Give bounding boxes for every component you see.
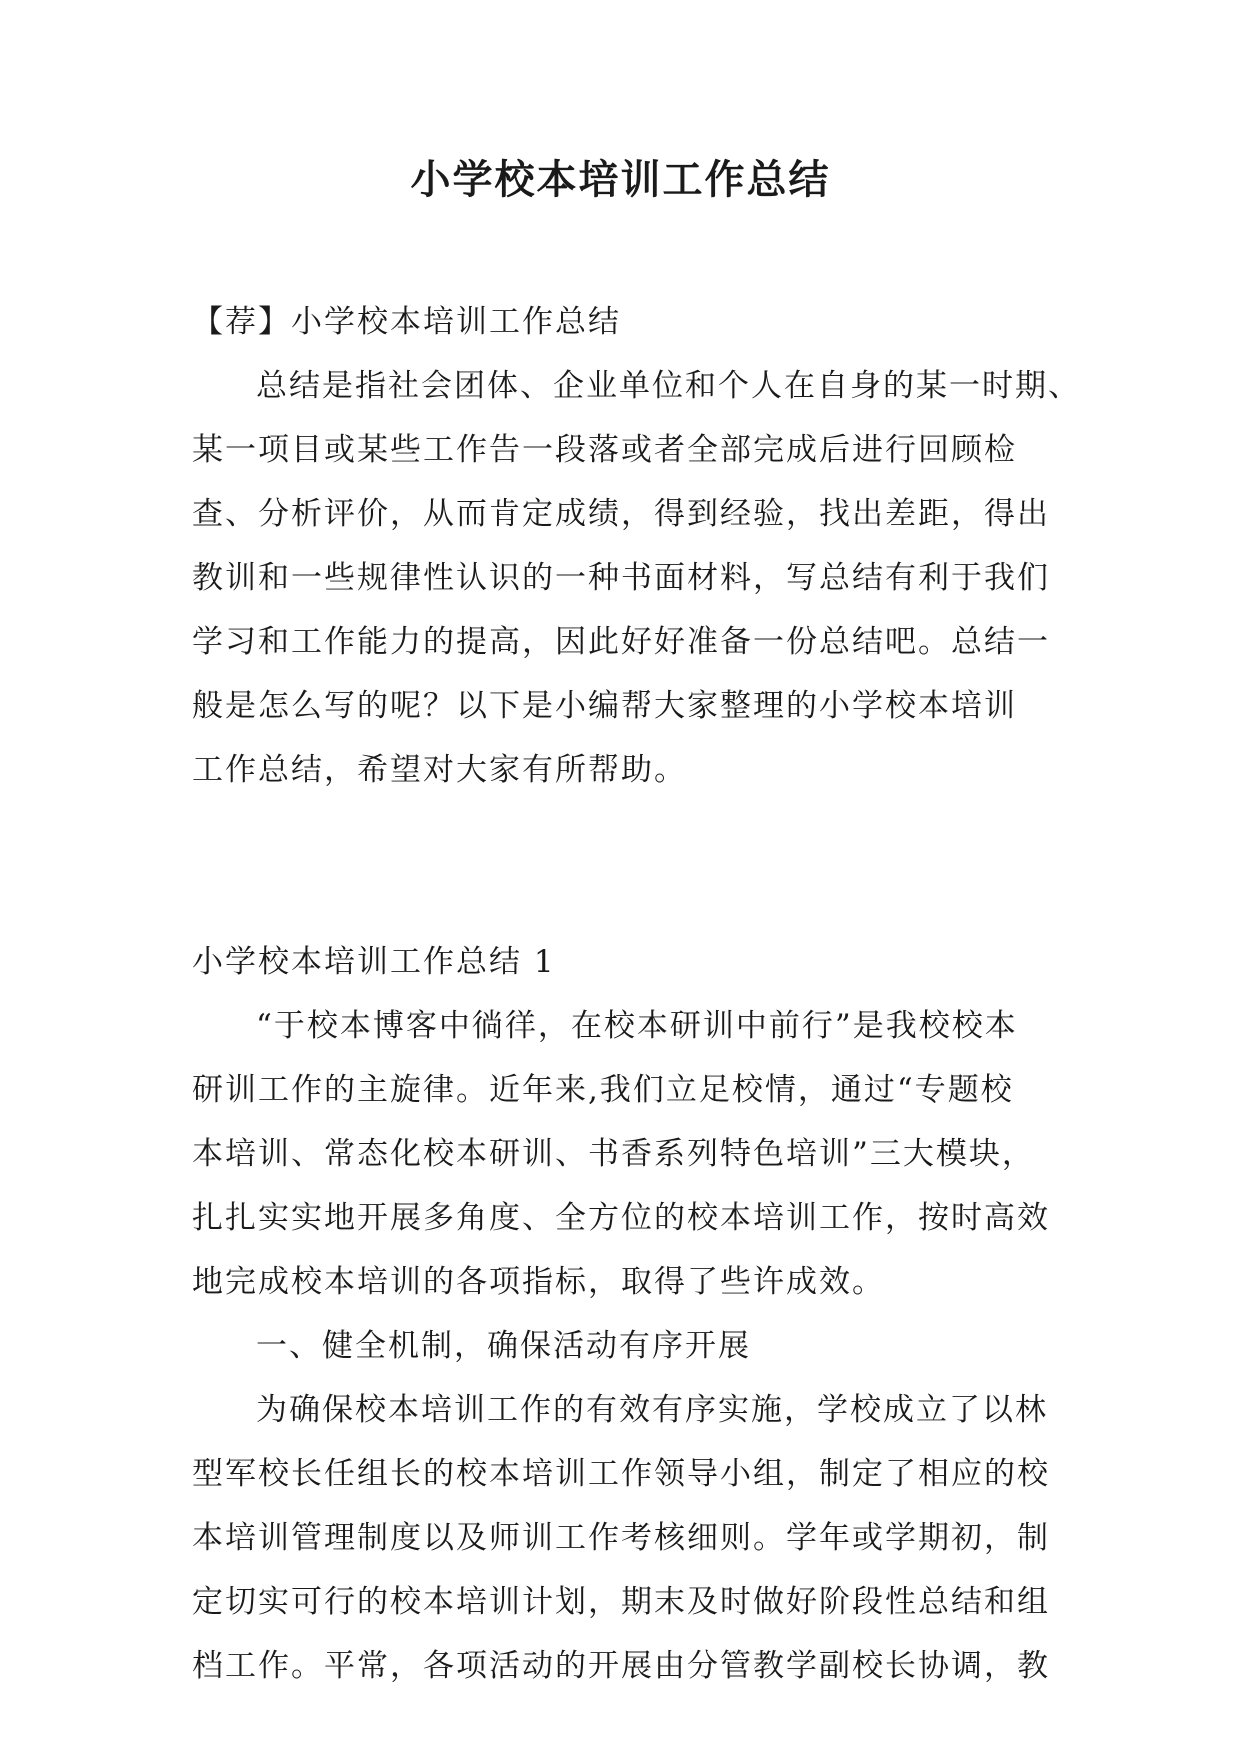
section-gap [192,802,1054,930]
intro-paragraph [192,354,1081,802]
paragraph-line: “于校本博客中徜徉，在校本研训中前行”是我校校本 [256,1008,1018,1044]
paragraph-line: 扎扎实实地开展多角度、全方位的校本培训工作，按时高效 [192,1200,1050,1236]
recommend-line: 【荐】小学校本培训工作总结 [192,304,621,340]
document-body [192,290,1081,1698]
section-heading: 一、健全机制，确保活动有序开展 [256,1328,751,1364]
paragraph-line: 地完成校本培训的各项指标，取得了些许成效。 [192,1264,885,1300]
intro-line: 总结是指社会团体、企业单位和个人在自身的某一时期、 [256,368,1081,404]
section1-paragraph-1 [192,994,1054,1314]
intro-line: 工作总结，希望对大家有所帮助。 [192,752,687,788]
paragraph-line: 档工作。平常，各项活动的开展由分管教学副校长协调，教 [192,1648,1050,1684]
paragraph-line: 本培训、常态化校本研训、书香系列特色培训”三大模块， [192,1136,1035,1172]
section1-paragraph-2 [192,1378,1054,1698]
paragraph-line: 研训工作的主旋律。近年来,我们立足校情，通过“专题校 [192,1072,1014,1108]
section-title: 小学校本培训工作总结 1 [192,944,556,980]
paragraph-line: 为确保校本培训工作的有效有序实施，学校成立了以林 [256,1392,1048,1428]
intro-line: 教训和一些规律性认识的一种书面材料，写总结有利于我们 [192,560,1050,596]
intro-line: 般是怎么写的呢？以下是小编帮大家整理的小学校本培训 [192,688,1017,724]
paragraph-line: 定切实可行的校本培训计划，期末及时做好阶段性总结和组 [192,1584,1050,1620]
document-title: 小学校本培训工作总结 [410,157,831,203]
paragraph-line: 本培训管理制度以及师训工作考核细则。学年或学期初，制 [192,1520,1050,1556]
intro-line: 某一项目或某些工作告一段落或者全部完成后进行回顾检 [192,432,1017,468]
intro-line: 学习和工作能力的提高，因此好好准备一份总结吧。总结一 [192,624,1050,660]
intro-line: 查、分析评价，从而肯定成绩，得到经验，找出差距，得出 [192,496,1050,532]
paragraph-line: 型军校长任组长的校本培训工作领导小组，制定了相应的校 [192,1456,1050,1492]
